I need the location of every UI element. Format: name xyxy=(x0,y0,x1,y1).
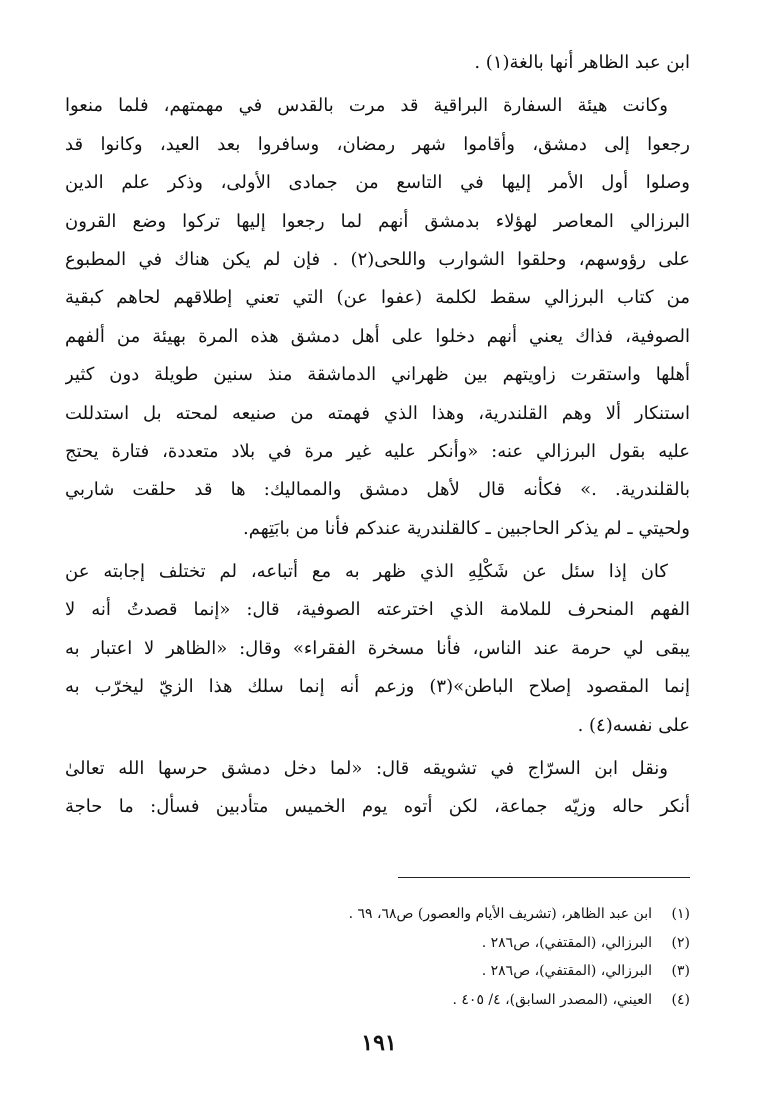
paragraph xyxy=(65,44,690,82)
footnotes xyxy=(65,900,690,1014)
text-line: وكانت هيئة السفارة البراقية قد مرت بالقدس في مهمتهم، فلما منعوا xyxy=(65,95,668,117)
footnote xyxy=(65,957,690,986)
text-line: من كتاب البرزالي سقط لكلمة (عفوا عن) التي تعني إطلاقهم لحاهم كبقية xyxy=(65,287,690,309)
text-line: على نفسه(٤) . xyxy=(577,714,690,736)
footnote-text: ابن عبد الظاهر، (تشريف الأيام والعصور) ص٦٨، ٦٩ . xyxy=(348,906,652,922)
text-line: بالقلندرية. .» فكأنه قال لأهل دمشق والمماليك: ها قد حلقت شاربي xyxy=(65,479,690,501)
text-line: إنما المقصود إصلاح الباطن»(٣) وزعم أنه إنما سلك هذا الزيّ ليخرّب به xyxy=(65,676,690,698)
text-line: استنكار ألا وهم القلندرية، وهذا الذي فهمته من صنيعه لمحته بل استدللت xyxy=(65,402,690,424)
text-line: الفهم المنحرف للملامة الذي اخترعته الصوفية، قال: «إنما قصدتُ أنه لا xyxy=(65,599,690,621)
footnote xyxy=(65,986,690,1015)
text-line: الصوفية، فذاك يعني أنهم دخلوا على أهل دمشق هذه المرة بهيئة من ألفهم xyxy=(65,325,690,347)
text-line: البرزالي المعاصر لهؤلاء بدمشق أنهم لما رجعوا إليها تركوا وضع القرون xyxy=(65,210,690,232)
paragraph xyxy=(65,750,690,827)
text-line: ولحيتي ـ لم يذكر الحاجبين ـ كالقلندرية عندكم فأنا من بابَتِهم. xyxy=(243,517,690,539)
body-text xyxy=(65,44,690,827)
page-number: ١٩١ xyxy=(361,1030,397,1056)
text-line: يبقى لي حرمة عند الناس، فأنا مسخرة الفقراء» وقال: «الظاهر لا اعتبار به xyxy=(65,637,690,659)
footnote-divider xyxy=(398,877,690,878)
text-line: على رؤوسهم، وحلقوا الشوارب واللحى(٢) . فإن لم يكن هناك في المطبوع xyxy=(65,248,690,270)
text-line: ونقل ابن السرّاج في تشويقه قال: «لما دخل دمشق حرسها الله تعالىٰ xyxy=(65,758,668,780)
text-line: ابن عبد الظاهر أنها بالغة(١) . xyxy=(474,52,690,73)
text-line: عليه بقول البرزالي عنه: «وأنكر عليه غير مرة في بلاد متعددة، فتارة يحتج xyxy=(65,440,690,462)
text-line: رجعوا إلى دمشق، وأقاموا شهر رمضان، وسافروا بعد العيد، وكانوا قد xyxy=(65,133,690,155)
paragraph xyxy=(65,87,690,548)
footnote-number: (٢) xyxy=(671,934,690,951)
paragraph xyxy=(65,553,690,745)
footnote xyxy=(65,929,690,958)
footnote xyxy=(65,900,690,929)
footnote-text: العيني، (المصدر السابق)، ٤/ ٤٠٥ . xyxy=(452,991,652,1008)
text-line: أنكر حاله وزيّه جماعة، لكن أتوه يوم الخميس متأدبين فسأل: ما حاجة xyxy=(65,796,690,818)
footnote-number: (٣) xyxy=(671,963,690,979)
footnote-text: البرزالي، (المقتفي)، ص٢٨٦ . xyxy=(481,934,652,951)
text-line: كان إذا سئل عن شَكْلِهِ الذي ظهر به مع أتباعه، لم تختلف إجابته عن xyxy=(65,561,668,583)
footnote-number: (٤) xyxy=(671,991,690,1008)
footnote-number: (١) xyxy=(671,906,690,922)
footnote-text: البرزالي، (المقتفي)، ص٢٨٦ . xyxy=(481,963,652,979)
text-line: وصلوا أول الأمر إليها في التاسع من جمادى الأولى، وذكر علم الدين xyxy=(65,172,690,194)
text-line: أهلها واستقرت زاويتهم بين ظهراني الدماشقة منذ سنين طويلة دون كثير xyxy=(65,364,690,386)
